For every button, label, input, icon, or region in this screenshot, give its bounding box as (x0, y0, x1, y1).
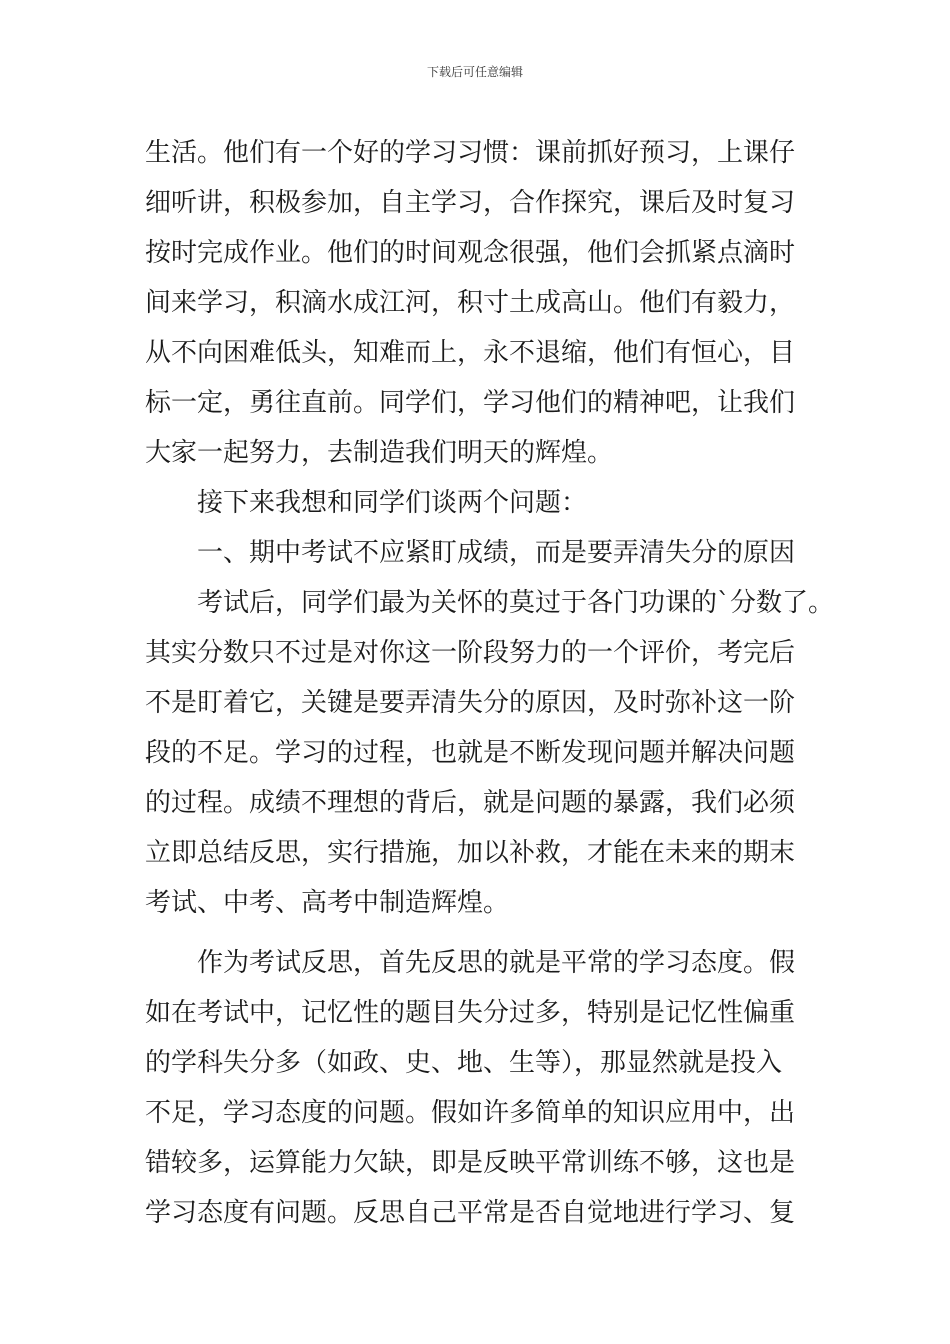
text-line: 的过程。成绩不理想的背后，就是问题的暴露，我们必须 (145, 788, 796, 818)
text-line: 段的不足。学习的过程，也就是不断发现问题并解决问题 (145, 738, 796, 768)
text-line: 错较多，运算能力欠缺，即是反映平常训练不够，这也是 (145, 1148, 796, 1178)
paragraph-start: 接下来我想和同学们谈两个问题： (197, 488, 588, 518)
paragraph-start: 考试后，同学们最为关怀的莫过于各门功课的`分数了。 (197, 588, 835, 618)
text-line: 立即总结反思，实行措施，加以补救，才能在未来的期末 (145, 838, 796, 868)
text-line: 生活。他们有一个好的学习习惯：课前抓好预习，上课仔 (145, 138, 796, 168)
text-line: 大家一起努力，去制造我们明天的辉煌。 (145, 438, 614, 468)
text-line: 其实分数只不过是对你这一阶段努力的一个评价，考完后 (145, 638, 796, 668)
text-line: 考试、中考、高考中制造辉煌。 (145, 888, 510, 918)
text-line: 按时完成作业。他们的时间观念很强，他们会抓紧点滴时 (145, 238, 796, 268)
document-body (145, 128, 835, 1238)
text-line: 的学科失分多（如政、史、地、生等），那显然就是投入 (145, 1048, 783, 1078)
text-line: 间来学习，积滴水成江河，积寸土成高山。他们有毅力， (145, 288, 796, 318)
text-line: 不是盯着它，关键是要弄清失分的原因，及时弥补这一阶 (145, 688, 796, 718)
text-line: 从不向困难低头，知难而上，永不退缩，他们有恒心，目 (145, 338, 796, 368)
text-line: 细听讲，积极参加，自主学习，合作探究，课后及时复习 (145, 188, 796, 218)
text-line: 标一定，勇往直前。同学们，学习他们的精神吧，让我们 (145, 388, 796, 418)
paragraph-start: 作为考试反思，首先反思的就是平常的学习态度。假 (197, 948, 796, 978)
text-line: 如在考试中，记忆性的题目失分过多，特别是记忆性偏重 (145, 998, 796, 1028)
section-heading: 一、期中考试不应紧盯成绩，而是要弄清失分的原因 (197, 538, 796, 568)
text-line: 不足，学习态度的问题。假如许多简单的知识应用中，出 (145, 1098, 796, 1128)
page-header: 下载后可任意编辑 (426, 65, 523, 79)
text-line: 学习态度有问题。反思自己平常是否自觉地进行学习、复 (145, 1198, 796, 1228)
